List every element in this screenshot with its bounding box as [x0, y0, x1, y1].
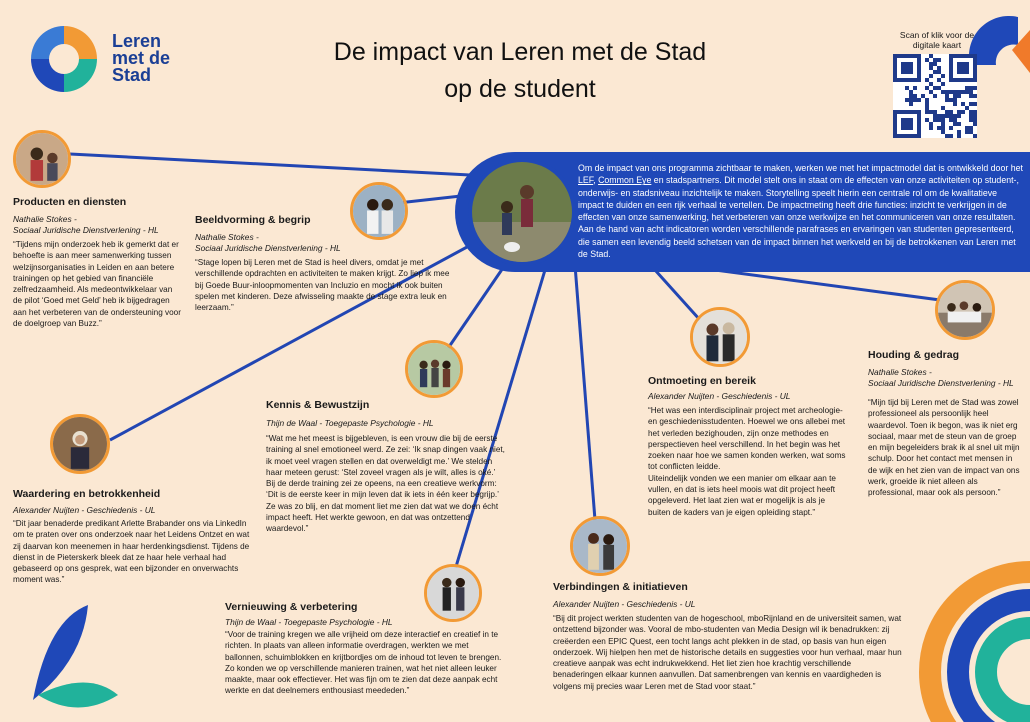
houding-title: Houding & gedrag	[868, 349, 959, 361]
line-verbindingen	[575, 265, 595, 520]
producten-author-line1: Nathalie Stokes -	[13, 214, 77, 224]
qr-caption	[893, 30, 981, 50]
waardering-quote: “Dit jaar benaderde predikant Arlette Brabander ons via LinkedIn om te praten over ons onderzoek naar het Leidens Ontzet en wat zij daarvan kon meenemen in haar herdenkingsdienst. Tijdens de dienst in de Pieterskerk bleek dat ze haar hele verhaal had gebaseerd op ons gesprek, wat een bijzonder en onverwachts moment was.”	[13, 519, 250, 585]
producten-photo	[13, 130, 71, 188]
line-ontmoeting	[655, 270, 700, 320]
kennis-author: Thijn de Waal - Toegepaste Psychologie - HL	[266, 418, 434, 428]
kennis-title: Kennis & Bewustzijn	[266, 399, 370, 411]
verbindingen-author: Alexander Nuijten - Geschiedenis - UL	[553, 599, 696, 609]
people-photo-icon	[408, 343, 460, 395]
qr-code-icon[interactable]	[893, 54, 977, 138]
people-photo-icon	[472, 162, 572, 262]
common-eye-link[interactable]: Common Eye	[598, 175, 652, 186]
qr-caption-line1: Scan of klik voor de	[899, 30, 975, 40]
ontmoeting-title: Ontmoeting en bereik	[648, 375, 756, 387]
logo-text	[112, 33, 170, 84]
producten-title: Producten en diensten	[13, 196, 127, 208]
waardering-photo	[50, 414, 110, 474]
kennis-photo	[405, 340, 463, 398]
ontmoeting-quote-part2: Uiteindelijk vonden we een manier om elkaar aan te vullen, en dat is iets heel moois wat dit project heeft opgeleverd. Het laat zien wat er mogelijk is als je buiten de kaders van je eigen opleiding stapt.”	[648, 473, 836, 517]
beeldvorming-author	[195, 232, 395, 254]
logo-line1: Leren	[112, 31, 162, 51]
ontmoeting-author: Alexander Nuijten - Geschiedenis - UL	[648, 391, 791, 401]
decor-bottom-left	[28, 600, 123, 722]
qr-caption-line2: digitale kaart	[912, 40, 962, 50]
beeldvorming-quote: “Stage lopen bij Leren met de Stad is heel divers, omdat je met verschillende opdrachten en activiteiten te maken krijgt. Zo liep ik mee bij Goede Buur-inloopmomenten van Incluzio en mocht ik ook buiten spelen met kinderen. Deze afwisseling maakte de stage extra leuk en leerzaam.”	[195, 258, 450, 313]
ontmoeting-quote-part1: “Het was een interdisciplinair project met archeologie- en geschiedenisstudenten. Hoewel we ons allebei met het verleden bezighouden, zijn onze methodes en perspectieven heel verschillend. In het begin was het zoeken naar hoe we samen konden werken, wat soms tot conflicten leidde.	[648, 406, 846, 472]
lef-link[interactable]: LEF	[578, 175, 594, 186]
kennis-quote	[266, 433, 506, 535]
people-photo-icon	[573, 519, 627, 573]
producten-author-line2: Sociaal Juridische Dienstverlening - HL	[13, 225, 159, 235]
vernieuwing-quote: “Voor de training kregen we alle vrijheid om deze interactief en creatief in te richten. In plaats van alleen informatie overdragen, werkten we met ballonnen, schuimblokken en krijtbordjes om de inhoud tot leven te brengen. Zo konden we op verschillende manieren trainen, wat het niet alleen leuker maakte, maar ook effectiever. Het was fijn om te zien dat deze aanpak echt werkte en dat deelnemers enthousiast meededen.”	[225, 630, 502, 696]
leren-met-de-stad-logo-icon	[27, 22, 101, 96]
vernieuwing-author: Thijn de Waal - Toegepaste Psychologie - HL	[225, 617, 393, 627]
central-text-part1: Om de impact van ons programma zichtbaar te maken, werken we met het impactmodel dat is ontwikkeld door het	[578, 163, 1023, 173]
houding-author-line1: Nathalie Stokes -	[868, 367, 932, 377]
central-text	[578, 162, 1023, 260]
ontmoeting-quote	[648, 405, 848, 518]
houding-author	[868, 367, 1026, 389]
line-producten	[70, 154, 470, 175]
producten-quote: “Tijdens mijn onderzoek heb ik gemerkt dat er behoefte is aan meer samenwerking tussen welzijnsorganisaties in Leiden en aan betere trainingen op het gebied van financiële zelfredzaamheid. Als medeontwikkelaar van de pilot ‘Goed met Geld’ heb ik bijgedragen aan het verbeteren van de ondersteuning voor de doelgroep van Buzz.”	[13, 240, 181, 329]
people-photo-icon	[53, 417, 107, 471]
verbindingen-title: Verbindingen & initiatieven	[553, 581, 688, 593]
waardering-title: Waardering en betrokkenheid	[13, 488, 161, 500]
page-title	[250, 34, 790, 108]
people-photo-icon	[427, 567, 479, 619]
central-text-part2: en stadspartners. Dit model stelt ons in staat om de effecten van onze activiteiten op student-, onderwijs- en stadsniveau inzichtelijk te maken. Storytelling speelt hierin een centrale rol om de kwalitatieve impact te duiden en een rijk verhaal te vertellen. De impactmeting heeft drie functies: inzicht te verkrijgen in de effecten van onze samenwerking, het verbeteren van onze werkwijze en het communiceren van onze resultaten. Aan de hand van acht indicatoren worden verschillende parafrases en ervaringen van studenten gepresenteerd, die samen een levendig beeld schetsen van de impact binnen het werkveld en bij de betrokkenen van Leren met de Stad.	[578, 175, 1019, 260]
houding-photo	[935, 280, 995, 340]
central-text-sep: ,	[593, 175, 599, 186]
vernieuwing-title: Vernieuwing & verbetering	[225, 601, 358, 613]
waardering-author: Alexander Nuijten - Geschiedenis - UL	[13, 505, 156, 515]
title-line2: op de student	[444, 75, 596, 103]
people-photo-icon	[938, 283, 992, 337]
title-line1: De impact van Leren met de Stad	[333, 38, 707, 66]
kennis-quote-part2: Bij de derde training zei ze opeens, na een creatieve werkvorm: ‘Dit is de eerste keer in mijn leven dat ik iets in één keer begrijp.’ Ze was zo blij, en dat moment liet me zien dat wat we doen écht impact heeft. Het werkte gewoon, en dat was ontzettend waardevol.”	[266, 479, 499, 534]
logo-line2: met de	[112, 48, 171, 68]
verbindingen-photo	[570, 516, 630, 576]
logo-line3: Stad	[112, 65, 152, 85]
people-photo-icon	[353, 185, 405, 237]
houding-quote: “Mijn tijd bij Leren met de Stad was zowel professioneel als persoonlijk heel waardevol. Toen ik begon, was ik niet erg sociaal, maar met de steun van de groep en mijn begeleiders brak ik al snel uit mijn schulp. Door het contact met mensen in de wijk en het zien van de impact van ons werk, groeide ik niet alleen als professional, maar ook als persoon.”	[868, 398, 1020, 498]
ontmoeting-photo	[690, 307, 750, 367]
beeldvorming-title: Beeldvorming & begrip	[195, 214, 311, 226]
producten-author	[13, 214, 183, 236]
vernieuwing-photo	[424, 564, 482, 622]
kennis-quote-part1: “Wat me het meest is bijgebleven, is een vrouw die bij de eerste training al snel emotioneel werd. Ze zei: ‘Ik snap dingen vaak niet, ik moet veel vragen stellen en dat overweldigt me.’ We stelden haar meteen gerust: ‘Stel zoveel vragen als je wilt, alles is oké.’	[266, 434, 505, 477]
beeldvorming-author-line1: Nathalie Stokes -	[195, 232, 259, 242]
people-photo-icon	[16, 133, 68, 185]
decor-bottom-right	[918, 560, 1030, 722]
central-photo	[468, 158, 576, 266]
verbindingen-quote: “Bij dit project werkten studenten van de hogeschool, mboRijnland en de universiteit samen, wat ontzettend bijzonder was. Vooral de mbo-studenten van Media Design wil ik benadrukken: zij creëerden een EPIC Quest, een tocht langs acht plekken in de stad, op basis van hun eigen onderzoek. Wij hielpen hen met de historische details en suggesties voor hun verhaal, maar hun creatieve aanpak was echt indrukwekkend. Het liet zien hoe krachtig verschillende benaderingen elkaar kunnen aanvullen. Dat samenbrengen van kennis en vaardigheden is volgens mij precies waar Leren met de Stad voor staat.”	[553, 614, 902, 691]
people-photo-icon	[693, 310, 747, 364]
line-houding	[700, 268, 940, 300]
beeldvorming-author-line2: Sociaal Juridische Dienstverlening - HL	[195, 243, 341, 253]
houding-author-line2: Sociaal Juridische Dienstverlening - HL	[868, 378, 1014, 388]
